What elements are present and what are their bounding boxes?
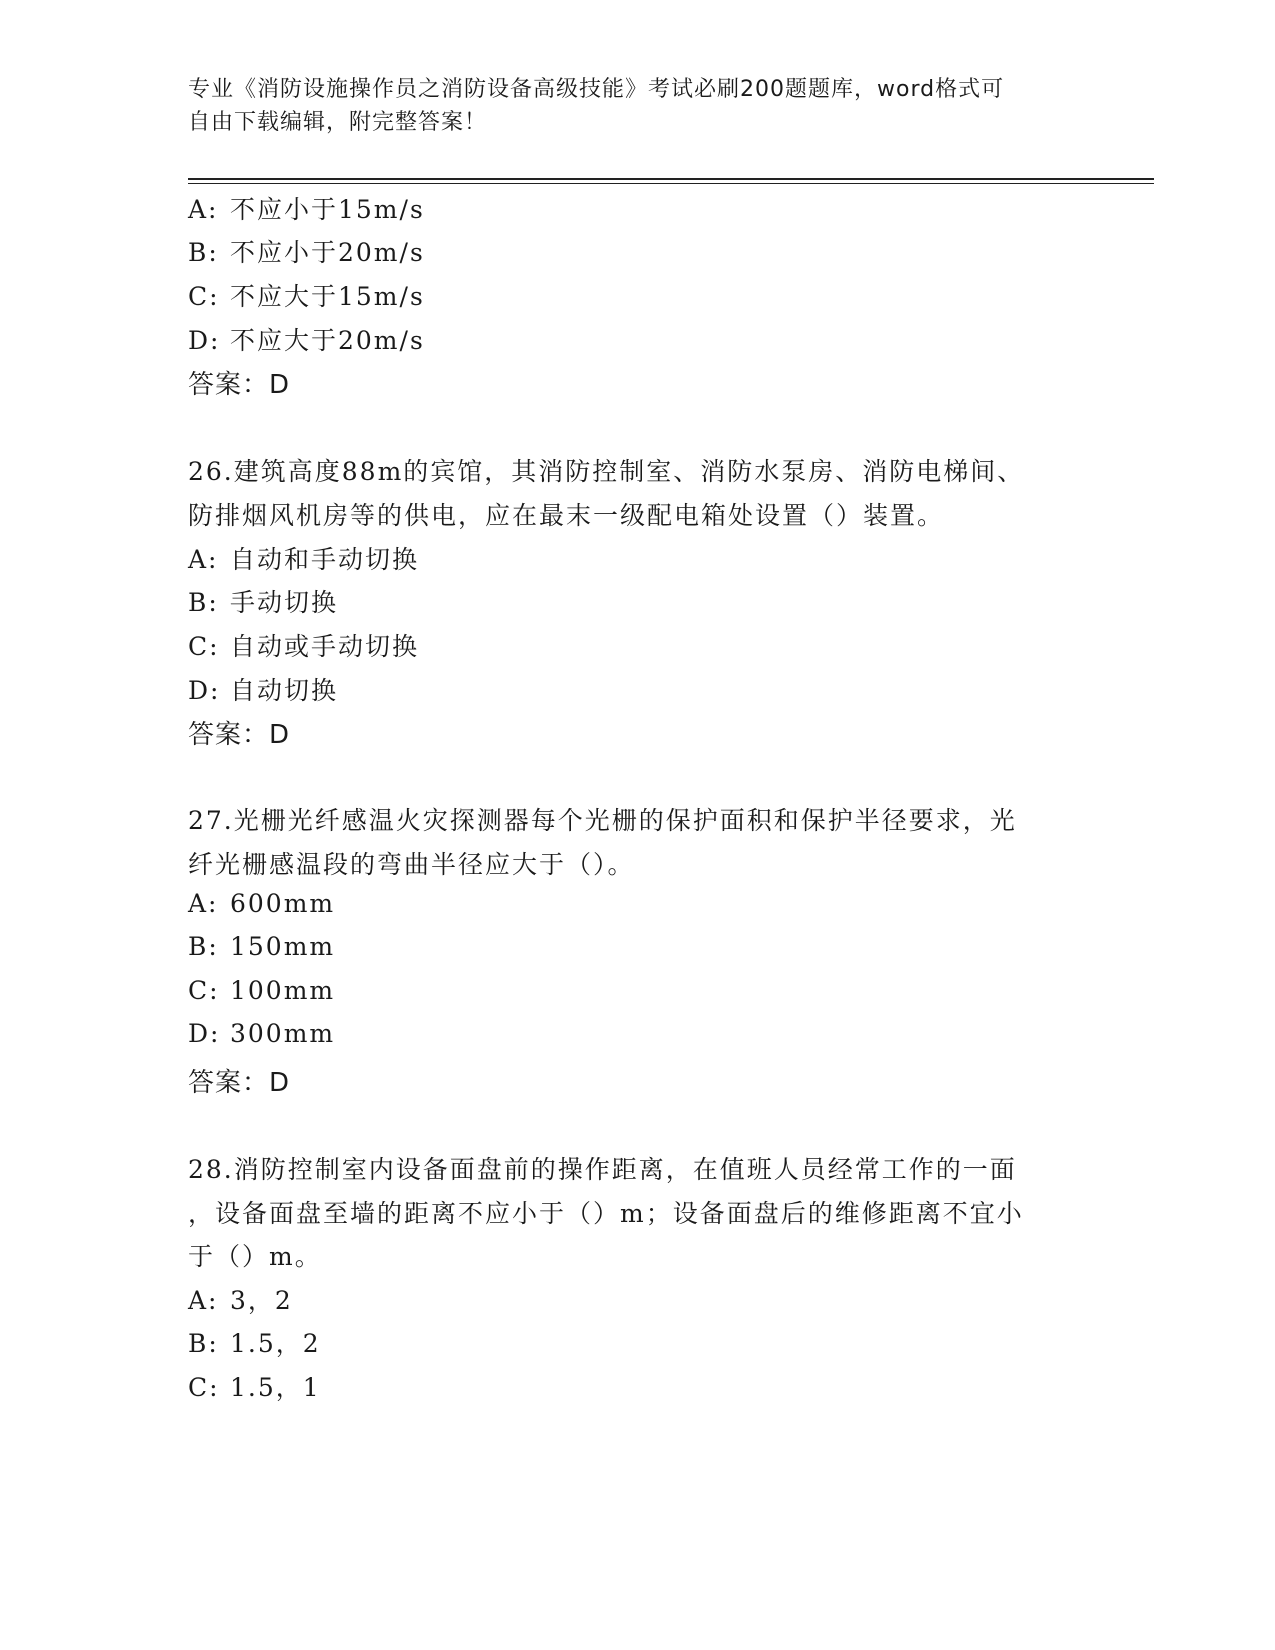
q25-answer: 答案：D (188, 370, 291, 400)
header-title-line-1: 专业《消防设施操作员之消防设备高级技能》考试必刷200题题库，word格式可 (188, 77, 1005, 102)
q26-option-a: A: 自动和手动切换 (188, 545, 420, 574)
document-header (188, 73, 1068, 139)
q25-option-a: A: 不应小于15m/s (188, 195, 425, 224)
q28-option-c: C: 1.5，1 (188, 1373, 321, 1402)
q25-option-d: D: 不应大于20m/s (188, 326, 425, 355)
q25-option-c: C: 不应大于15m/s (188, 282, 425, 311)
q25-option-b: B: 不应小于20m/s (188, 238, 425, 267)
q26-option-d: D: 自动切换 (188, 676, 339, 705)
header-divider (188, 178, 1154, 180)
header-divider-thin (188, 183, 1154, 184)
q26-option-b: B: 手动切换 (188, 588, 339, 617)
q28-stem-line-1: 28.消防控制室内设备面盘前的操作距离，在值班人员经常工作的一面 (188, 1155, 1017, 1184)
q27-option-d: D: 300mm (188, 1019, 336, 1048)
q26-option-c: C: 自动或手动切换 (188, 632, 420, 661)
q28-option-b: B: 1.5，2 (188, 1329, 321, 1358)
q28-option-a: A: 3，2 (188, 1286, 293, 1315)
q27-option-c: C: 100mm (188, 976, 336, 1005)
q27-stem-line-1: 27.光栅光纤感温火灾探测器每个光栅的保护面积和保护半径要求，光 (188, 806, 1017, 835)
q27-stem-line-2: 纤光栅感温段的弯曲半径应大于（）。 (188, 850, 635, 879)
header-title-line-2: 自由下载编辑，附完整答案！ (188, 110, 488, 135)
q28-stem-line-2: ，设备面盘至墙的距离不应小于（）m；设备面盘后的维修距离不宜小 (188, 1199, 1024, 1228)
q27-option-b: B: 150mm (188, 932, 336, 961)
q26-stem-line-2: 防排烟风机房等的供电，应在最末一级配电箱处设置（）装置。 (188, 501, 945, 530)
q26-stem-line-1: 26.建筑高度88m的宾馆，其消防控制室、消防水泵房、消防电梯间、 (188, 457, 1025, 486)
q27-answer: 答案：D (188, 1068, 291, 1098)
q27-option-a: A: 600mm (188, 889, 336, 918)
q28-stem-line-3: 于（）m。 (188, 1242, 322, 1271)
q26-answer: 答案：D (188, 720, 291, 750)
